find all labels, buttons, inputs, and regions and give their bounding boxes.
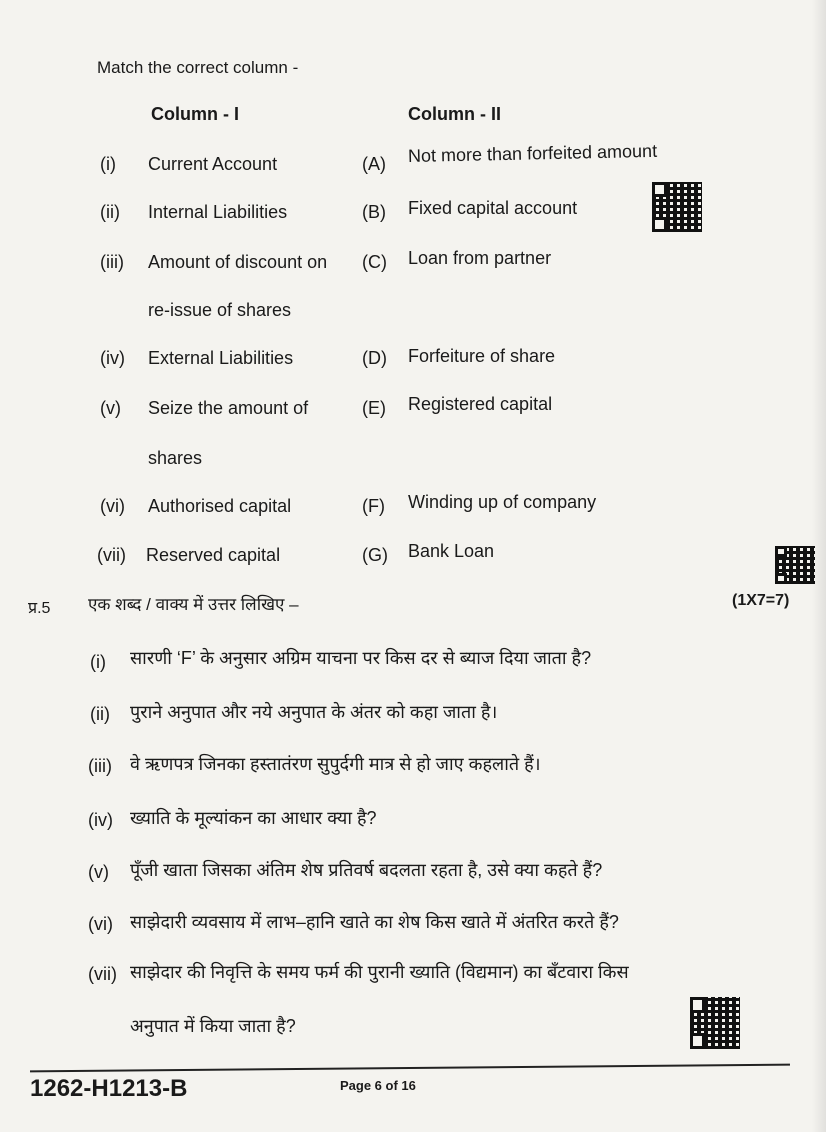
column-2-item: Bank Loan [408,541,495,561]
item-number: (ii) [90,704,110,724]
column-2-item: Not more than forfeited amount [407,140,658,166]
column-2-letter: (E) [362,398,386,418]
item-number: (iii) [88,756,112,776]
column-1-item: shares [148,448,203,468]
item-number: (v) [88,862,109,882]
match-instruction: Match the correct column - [97,58,299,77]
question-number: प्र.5 [28,600,51,617]
item-number: (vii) [88,964,117,984]
column-2-item: Loan from partner [408,248,552,268]
match-row [0,140,826,184]
match-row [0,248,826,282]
qr-code-icon [690,997,740,1049]
column-1-item: Seize the amount of [148,398,309,418]
column-1-item: External Liabilities [148,348,294,368]
column-2-letter: (D) [362,348,387,368]
column-2-letter: (B) [362,202,386,222]
question-heading: एक शब्द / वाक्य में उत्तर लिखिए – [88,595,299,614]
item-text: साझेदारी व्यवसाय में लाभ–हानि खाते का शेष किस खाते में अंतरित करते हैं? [130,912,619,932]
column-1-item: Amount of discount on [148,252,328,272]
item-text: सारणी ‘F’ के अनुसार अग्रिम याचना पर किस दर से ब्याज दिया जाता है? [130,648,592,668]
row-number: (iv) [100,348,125,368]
column-1-item: re-issue of shares [148,300,292,320]
match-row-continuation [0,300,826,330]
column-2-item: Winding up of company [408,492,597,512]
item-number: (vi) [88,914,113,934]
match-row [0,198,826,232]
item-text: अनुपात में किया जाता है? [130,1016,296,1036]
row-number: (vi) [100,496,125,516]
column-2-letter: (G) [362,545,388,565]
match-row [0,541,826,575]
item-number: (iv) [88,810,113,830]
row-number: (i) [100,154,116,174]
column-2-item: Registered capital [408,394,553,414]
match-row [0,492,826,526]
item-text: पूँजी खाता जिसका अंतिम शेष प्रतिवर्ष बदलता रहता है, उसे क्या कहते हैं? [130,860,603,880]
row-number: (iii) [100,252,124,272]
item-text: पुराने अनुपात और नये अनुपात के अंतर को कहा जाता है। [130,702,498,722]
row-number: (v) [100,398,121,418]
item-text: ख्याति के मूल्यांकन का आधार क्या है? [130,808,377,828]
column-1-item: Current Account [148,154,278,174]
marks-allocation: (1X7=7) [732,592,790,609]
qr-code-icon [652,182,702,232]
column-1-item: Reserved capital [146,545,281,565]
item-number: (i) [90,652,106,672]
column-2-header: Column - II [408,104,501,124]
column-2-item: Forfeiture of share [408,346,556,366]
column-2-letter: (F) [362,496,385,516]
page-number: Page 6 of 16 [340,1078,416,1093]
column-2-letter: (A) [362,154,386,174]
match-row [0,348,826,378]
column-2-item: Fixed capital account [408,198,578,218]
item-text: साझेदार की निवृत्ति के समय फर्म की पुरानी ख्याति (विद्यमान) का बँटवारा किस [130,962,629,982]
row-number: (ii) [100,202,120,222]
match-row [0,394,826,428]
column-1-item: Authorised capital [148,496,292,516]
footer-divider [30,1064,790,1073]
column-1-item: Internal Liabilities [148,202,288,222]
item-text: वे ऋणपत्र जिनका हस्तातंरण सुपुर्दगी मात्र से हो जाए कहलाते हैं। [130,754,541,774]
match-row-continuation [0,448,826,478]
column-2-letter: (C) [362,252,387,272]
qr-code-icon [775,546,815,584]
row-number: (vii) [97,545,126,565]
paper-code: 1262-H1213-B [30,1075,188,1102]
column-1-header: Column - I [151,104,239,124]
